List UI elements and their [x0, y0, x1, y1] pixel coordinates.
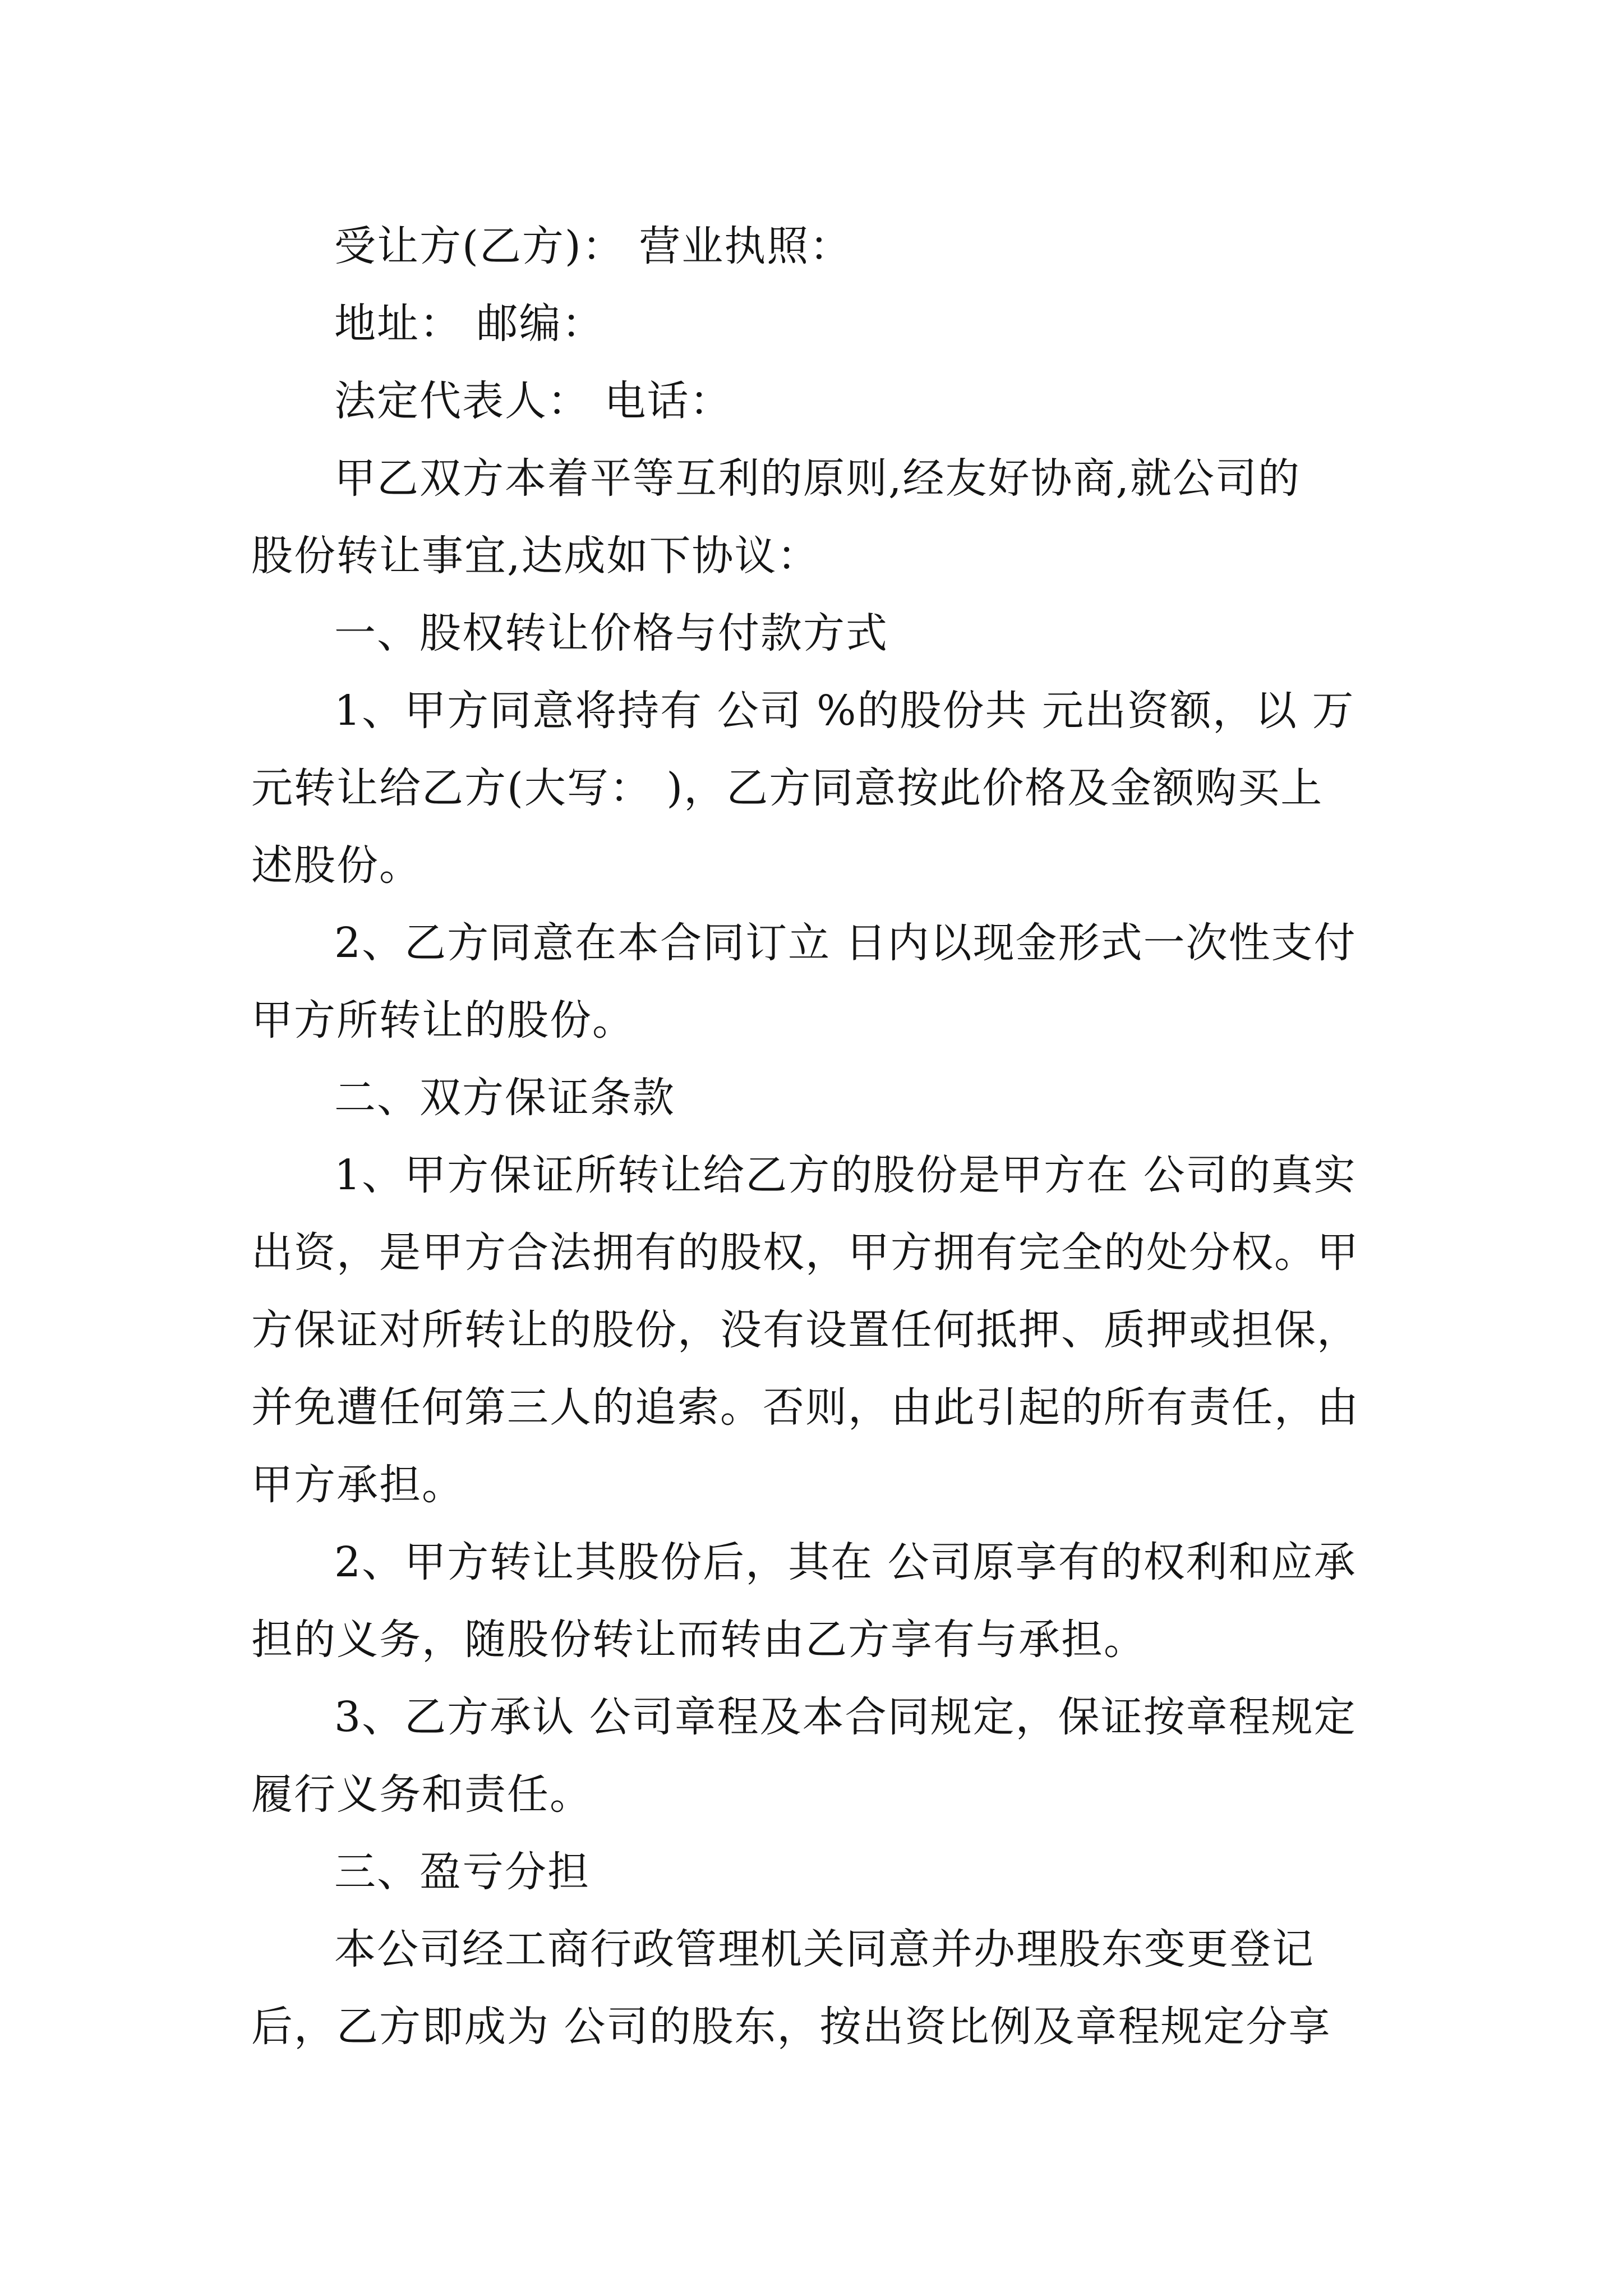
document-line: 1、甲方保证所转让给乙方的股份是甲方在 公司的真实: [334, 1151, 1357, 1199]
document-line: 2、甲方转让其股份后，其在 公司原享有的权利和应承: [334, 1538, 1357, 1586]
document-line: 1、甲方同意将持有 公司 %的股份共 元出资额，以 万: [334, 687, 1355, 735]
document-line: 3、乙方承认 公司章程及本合同规定，保证按章程规定: [334, 1693, 1357, 1741]
document-line: 甲方承担。: [251, 1461, 464, 1509]
document-line: 甲方所转让的股份。: [251, 996, 635, 1045]
document-line: 股份转让事宜,达成如下协议：: [251, 532, 820, 580]
document-line: 2、乙方同意在本合同订立 日内以现金形式一次性支付: [334, 919, 1357, 967]
document-line: 三、盈亏分担: [334, 1848, 590, 1896]
document-line: 出资，是甲方合法拥有的股权，甲方拥有完全的处分权。甲: [251, 1228, 1359, 1277]
document-line: 并免遭任何第三人的追索。否则，由此引起的所有责任，由: [251, 1383, 1359, 1432]
document-line: 本公司经工商行政管理机关同意并办理股东变更登记: [334, 1925, 1315, 1973]
document-line: 述股份。: [251, 841, 422, 890]
document-line: 一、股权转让价格与付款方式: [334, 609, 888, 657]
document-line: 法定代表人： 电话：: [334, 377, 732, 425]
document-line: 方保证对所转让的股份，没有设置任何抵押、质押或担保，: [251, 1306, 1359, 1354]
document-line: 履行义务和责任。: [251, 1770, 592, 1819]
document-line: 二、双方保证条款: [334, 1074, 675, 1122]
document-line: 甲乙双方本着平等互利的原则,经友好协商,就公司的: [334, 454, 1301, 503]
document-body: [251, 208, 1395, 2065]
document-line: 担的义务，随股份转让而转由乙方享有与承担。: [251, 1616, 1146, 1664]
document-line: 后，乙方即成为 公司的股东，按出资比例及章程规定分享: [251, 2003, 1331, 2051]
document-line: 受让方(乙方)： 营业执照：: [334, 222, 852, 270]
document-line: 元转让给乙方(大写： )，乙方同意按此价格及金额购买上: [251, 764, 1324, 812]
document-line: 地址： 邮编：: [334, 300, 605, 348]
